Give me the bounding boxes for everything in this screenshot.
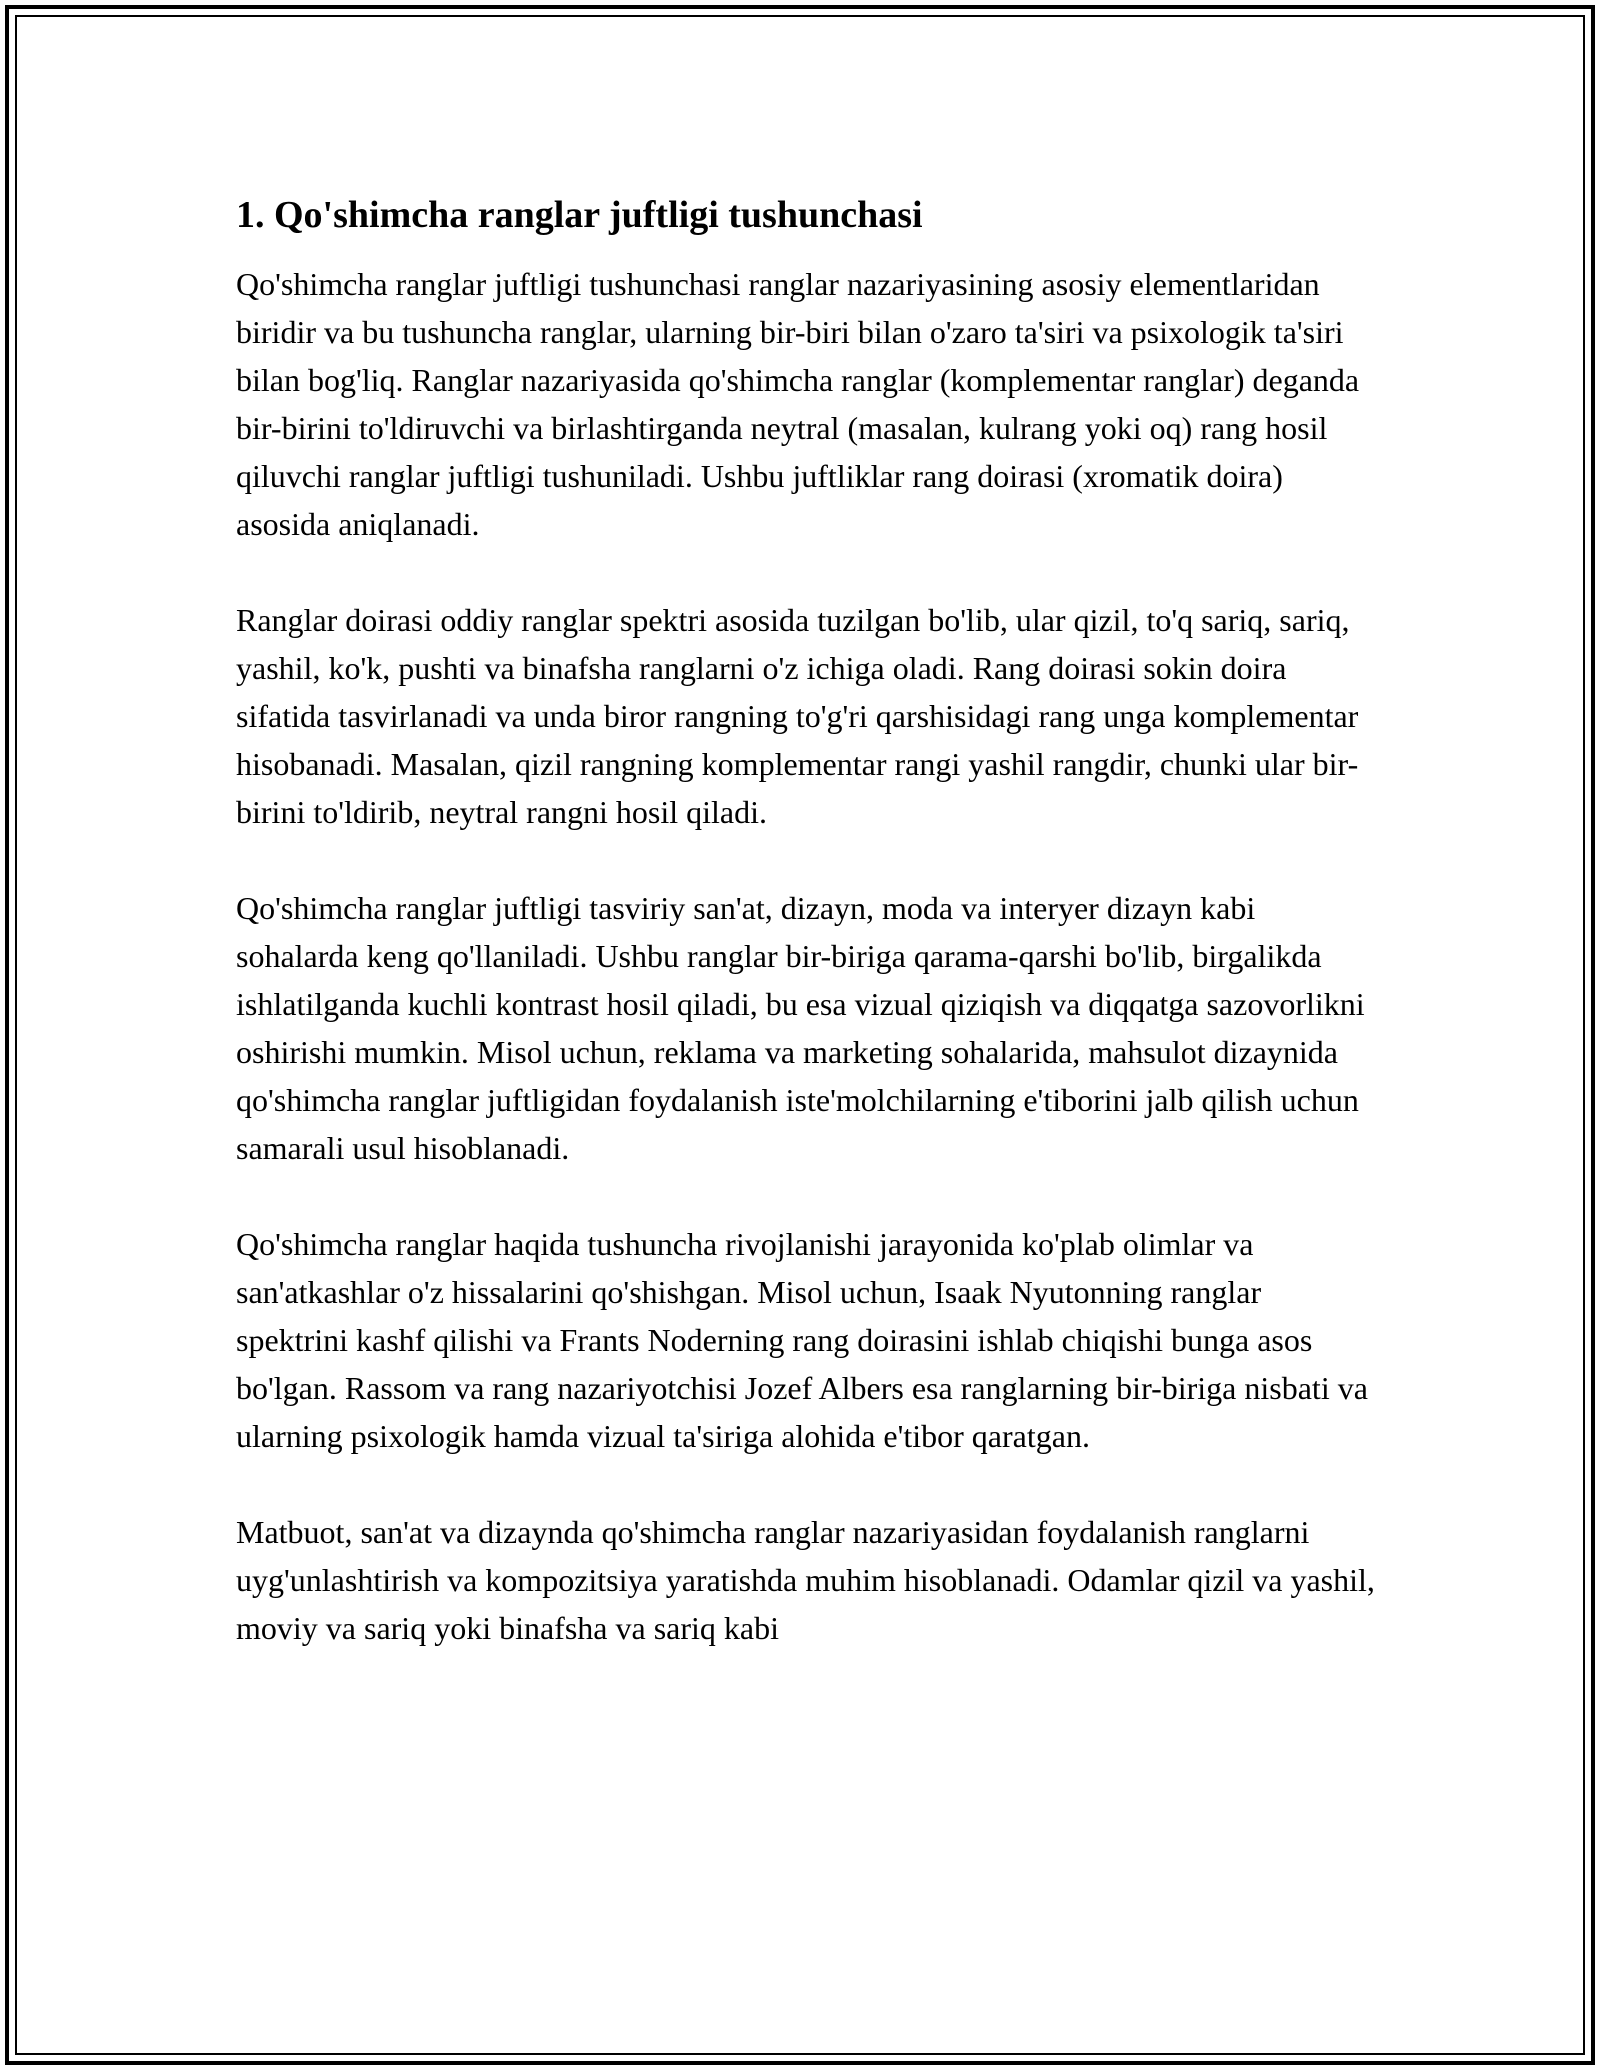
document-body bbox=[236, 186, 1376, 1700]
paragraph-5: Matbuot, san'at va dizaynda qo'shimcha ranglar nazariyasidan foydalanish ranglarni uyg'unlashtirish va kompozitsiya yaratishda muhim hisoblanadi. Odamlar qizil va yashil, moviy va sariq yoki binafsha va sariq kabi bbox=[236, 1514, 1375, 1646]
paragraph-2: Ranglar doirasi oddiy ranglar spektri asosida tuzilgan bo'lib, ular qizil, to'q sariq, sariq, yashil, ko'k, pushti va binafsha ranglarni o'z ichiga oladi. Rang doirasi sokin doira sifatida tasvirlanadi va unda biror rangning to'g'ri qarshisidagi rang unga komplementar hisobanadi. Masalan, qizil rangning komplementar rangi yashil rangdir, chunki ular bir-birini to'ldirib, neytral rangni hosil qiladi. bbox=[236, 602, 1359, 830]
paragraph-4: Qo'shimcha ranglar haqida tushuncha rivojlanishi jarayonida ko'plab olimlar va san'atkashlar o'z hissalarini qo'shishgan. Misol uchun, Isaak Nyutonning ranglar spektrini kashf qilishi va Frants Noderning rang doirasini ishlab chiqishi bunga asos bo'lgan. Rassom va rang nazariyotchisi Jozef Albers esa ranglarning bir-biriga nisbati va ularning psixologik hamda vizual ta'siriga alohida e'tibor qaratgan. bbox=[236, 1226, 1368, 1454]
section-heading: 1. Qo'shimcha ranglar juftligi tushunchasi bbox=[236, 194, 923, 236]
paragraph-1: Qo'shimcha ranglar juftligi tushunchasi ranglar nazariyasining asosiy elementlaridan biridir va bu tushuncha ranglar, ularning bir-biri bilan o'zaro ta'siri va psixologik ta'siri bilan bog'liq. Ranglar nazariyasida qo'shimcha ranglar (komplementar ranglar) deganda bir-birini to'ldiruvchi va birlashtirganda neytral (masalan, kulrang yoki oq) rang hosil qiluvchi ranglar juftligi tushuniladi. Ushbu juftliklar rang doirasi (xromatik doira) asosida aniqlanadi. bbox=[236, 266, 1360, 542]
paragraph-3: Qo'shimcha ranglar juftligi tasviriy san'at, dizayn, moda va interyer dizayn kabi sohalarda keng qo'llaniladi. Ushbu ranglar bir-biriga qarama-qarshi bo'lib, birgalikda ishlatilganda kuchli kontrast hosil qiladi, bu esa vizual qiziqish va diqqatga sazovorlikni oshirishi mumkin. Misol uchun, reklama va marketing sohalarida, mahsulot dizaynida qo'shimcha ranglar juftligidan foydalanish iste'molchilarning e'tiborini jalb qilish uchun samarali usul hisoblanadi. bbox=[236, 890, 1365, 1166]
